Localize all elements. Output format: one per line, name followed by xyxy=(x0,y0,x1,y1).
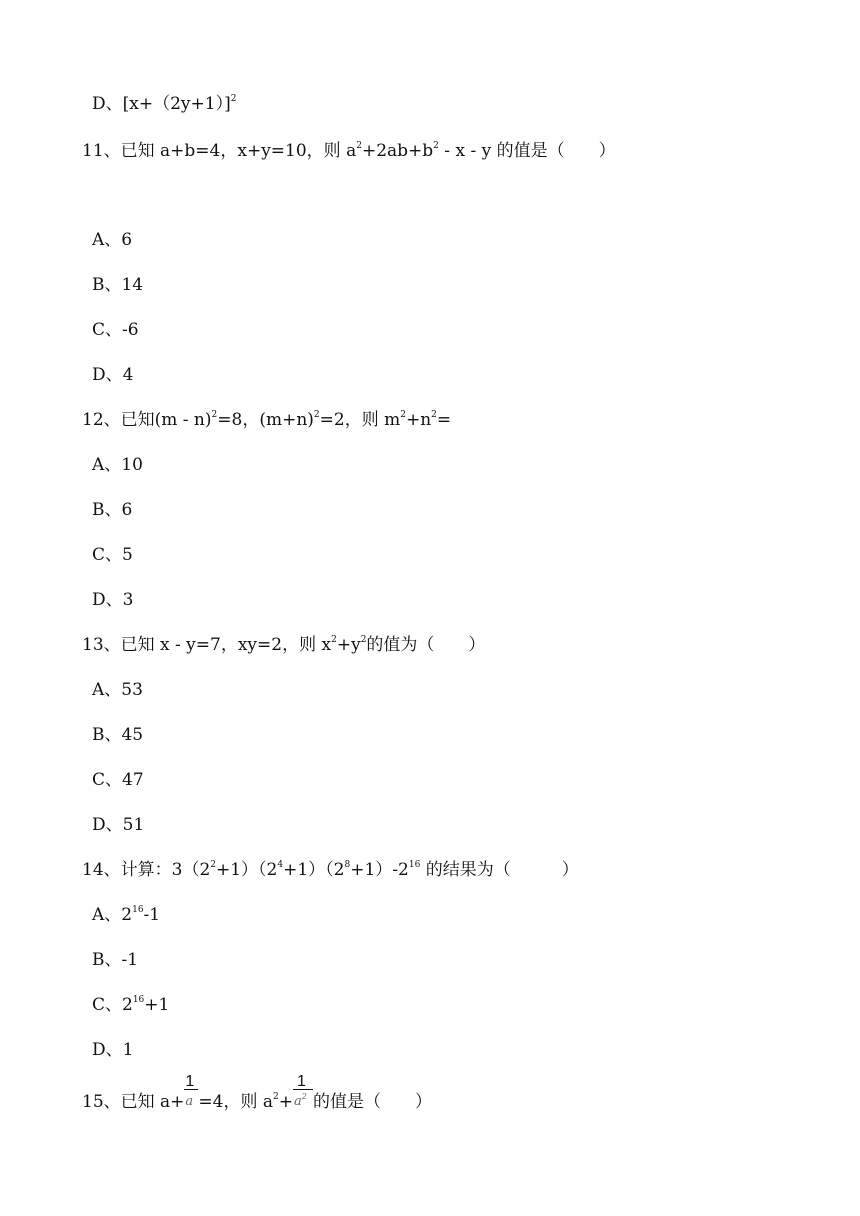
q12-option-d: D、3 xyxy=(92,590,134,610)
q14-option-a: A、$2^{16}-1$ xyxy=(92,905,161,925)
q11-option-b: B、14 xyxy=(92,275,144,295)
fraction-one-over-a: $\frac{1}{a}$ xyxy=(184,1091,198,1113)
q13-option-d: D、51 xyxy=(92,815,145,835)
q12-option-c: C、5 xyxy=(92,545,133,565)
q14-option-b: B、-1 xyxy=(92,950,139,970)
q14-option-c: C、$2^{16}+1$ xyxy=(92,995,170,1015)
q13-option-b: B、45 xyxy=(92,725,144,745)
q13-option-c: C、47 xyxy=(92,770,144,790)
question-11: 11、已知 a+b=4，x+y=10，则 $a^2+2ab+b^2 - x - y$ 的值是（ ） xyxy=(82,141,616,161)
q12-option-b: B、6 xyxy=(92,500,133,520)
q11-option-a: A、6 xyxy=(92,230,133,250)
q13-option-a: A、53 xyxy=(92,680,143,700)
q11-option-c: C、-6 xyxy=(92,320,139,340)
q14-option-d: D、1 xyxy=(92,1040,134,1060)
question-14: 14、计算：$3(2^2+1)(2^4+1)(2^8+1)-2^{16}$ 的结果为（ ） xyxy=(82,860,579,880)
q12-option-a: A、10 xyxy=(92,455,143,475)
q11-option-d: D、4 xyxy=(92,365,134,385)
q10-option-d: D、$[x+(2y+1)]^2$ xyxy=(92,94,237,114)
question-12: 12、已知(m - n)$^2$=8，$(m+n)^2=2$，则 $m^2+n^2=$ xyxy=(82,410,452,430)
question-15: 15、已知 a+ $\frac{1}{a}$ =4，则 $a^2+$ $\frac{1}{a^2}$ 的值是（ ） xyxy=(82,1073,433,1112)
fraction-one-over-a-squared: $\frac{1}{a^2}$ xyxy=(293,1091,313,1113)
question-13: 13、已知 x - y=7，xy=2，则 $x^2+y^2$的值为（ ） xyxy=(82,635,486,655)
